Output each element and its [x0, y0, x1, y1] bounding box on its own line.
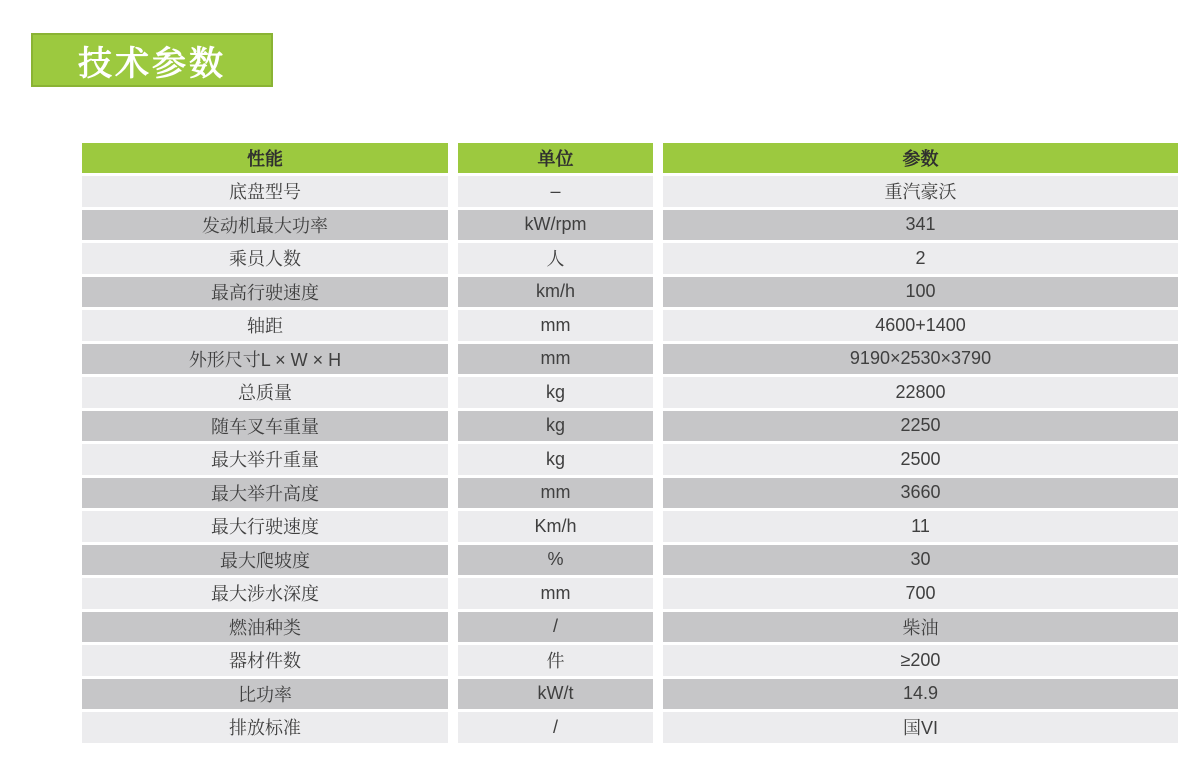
cell-unit: Km/h [458, 511, 653, 542]
cell-performance: 随车叉车重量 [82, 411, 448, 442]
cell-performance: 外形尺寸L × W × H [82, 344, 448, 375]
cell-performance: 排放标准 [82, 712, 448, 743]
cell-unit: km/h [458, 277, 653, 308]
column-header-unit: 单位 [458, 143, 653, 173]
table-row [82, 478, 1178, 509]
cell-unit: mm [458, 578, 653, 609]
cell-parameter: 重汽豪沃 [663, 176, 1178, 207]
cell-performance: 最大举升高度 [82, 478, 448, 509]
cell-parameter: 2250 [663, 411, 1178, 442]
cell-parameter: 2 [663, 243, 1178, 274]
table-row [82, 210, 1178, 241]
cell-performance: 最高行驶速度 [82, 277, 448, 308]
cell-unit: / [458, 712, 653, 743]
cell-unit: mm [458, 478, 653, 509]
cell-performance: 比功率 [82, 679, 448, 710]
cell-performance: 最大爬坡度 [82, 545, 448, 576]
page-title-badge [31, 33, 273, 87]
cell-parameter: 14.9 [663, 679, 1178, 710]
table-header-row [82, 143, 1178, 173]
cell-unit: – [458, 176, 653, 207]
cell-unit: mm [458, 310, 653, 341]
table-row [82, 310, 1178, 341]
cell-performance: 总质量 [82, 377, 448, 408]
cell-parameter: 341 [663, 210, 1178, 241]
cell-parameter: 4600+1400 [663, 310, 1178, 341]
table-row [82, 344, 1178, 375]
cell-performance: 乘员人数 [82, 243, 448, 274]
page-title: 技术参数 [78, 44, 226, 83]
cell-unit: 件 [458, 645, 653, 676]
cell-parameter: 9190×2530×3790 [663, 344, 1178, 375]
cell-parameter: 22800 [663, 377, 1178, 408]
table-row [82, 411, 1178, 442]
table-body [82, 176, 1178, 743]
table-row [82, 176, 1178, 207]
cell-unit: kW/t [458, 679, 653, 710]
table-row [82, 243, 1178, 274]
table-row [82, 578, 1178, 609]
cell-parameter: ≥200 [663, 645, 1178, 676]
cell-parameter: 国VI [663, 712, 1178, 743]
cell-parameter: 700 [663, 578, 1178, 609]
cell-unit: kg [458, 411, 653, 442]
cell-performance: 最大行驶速度 [82, 511, 448, 542]
cell-unit: kg [458, 444, 653, 475]
cell-performance: 底盘型号 [82, 176, 448, 207]
cell-performance: 发动机最大功率 [82, 210, 448, 241]
cell-unit: kg [458, 377, 653, 408]
table-row [82, 679, 1178, 710]
cell-parameter: 11 [663, 511, 1178, 542]
table-row [82, 377, 1178, 408]
cell-performance: 最大涉水深度 [82, 578, 448, 609]
column-header-parameter: 参数 [663, 143, 1178, 173]
cell-performance: 最大举升重量 [82, 444, 448, 475]
column-header-performance: 性能 [82, 143, 448, 173]
cell-unit: mm [458, 344, 653, 375]
cell-unit: % [458, 545, 653, 576]
table-row [82, 545, 1178, 576]
table-row [82, 511, 1178, 542]
cell-parameter: 100 [663, 277, 1178, 308]
cell-unit: kW/rpm [458, 210, 653, 241]
spec-table [82, 143, 1178, 743]
cell-unit: / [458, 612, 653, 643]
cell-parameter: 柴油 [663, 612, 1178, 643]
cell-parameter: 3660 [663, 478, 1178, 509]
cell-performance: 器材件数 [82, 645, 448, 676]
table-row [82, 612, 1178, 643]
table-row [82, 645, 1178, 676]
table-row [82, 444, 1178, 475]
cell-performance: 燃油种类 [82, 612, 448, 643]
table-row [82, 712, 1178, 743]
cell-unit: 人 [458, 243, 653, 274]
table-row [82, 277, 1178, 308]
cell-performance: 轴距 [82, 310, 448, 341]
cell-parameter: 30 [663, 545, 1178, 576]
cell-parameter: 2500 [663, 444, 1178, 475]
